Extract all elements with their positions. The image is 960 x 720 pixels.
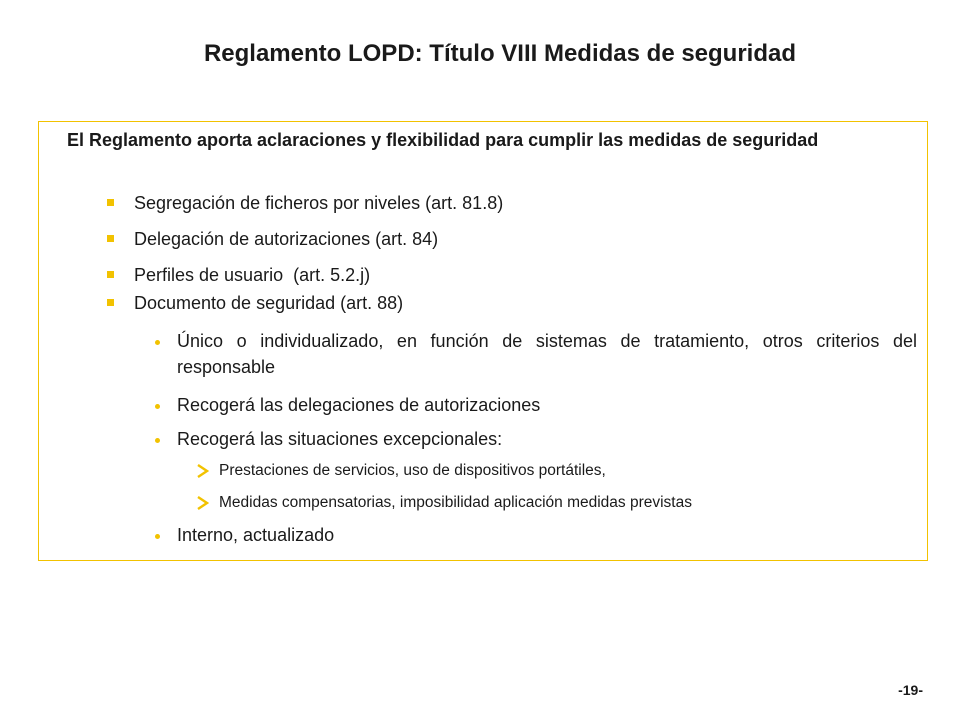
list-item [177, 426, 917, 452]
list-item [134, 262, 914, 288]
list-item [219, 490, 919, 516]
dot-bullet-icon [155, 534, 160, 539]
arrow-bullet-icon [196, 464, 209, 478]
list-item [177, 392, 917, 418]
square-bullet-icon [107, 199, 114, 206]
list-item-label: Perfiles de usuario (art. 5.2.j) [134, 265, 371, 285]
dot-bullet-icon [155, 340, 160, 345]
list-item-label: Prestaciones de servicios, uso de dispositivos portátiles, [219, 462, 606, 479]
intro-text: El Reglamento aporta aclaraciones y flexibilidad para cumplir las medidas de seguridad [67, 130, 819, 150]
list-item [177, 522, 917, 548]
list-item [134, 290, 914, 316]
list-item-label: Medidas compensatorias, imposibilidad aplicación medidas previstas [219, 494, 692, 511]
slide-title: Reglamento LOPD: Título VIII Medidas de seguridad [203, 40, 797, 67]
square-bullet-icon [107, 271, 114, 278]
list-item [134, 226, 914, 252]
list-item [134, 190, 914, 216]
list-item-label: Segregación de ficheros por niveles (art. 81.8) [134, 193, 504, 213]
dot-bullet-icon [155, 404, 160, 409]
list-item-label: Interno, actualizado [177, 525, 335, 545]
list-item [219, 458, 919, 484]
dot-bullet-icon [155, 438, 160, 443]
square-bullet-icon [107, 235, 114, 242]
arrow-bullet-icon [196, 496, 209, 510]
page-number: -19- [898, 682, 923, 698]
list-item-label: Documento de seguridad (art. 88) [134, 293, 404, 313]
list-item-label: Recogerá las situaciones excepcionales: [177, 429, 503, 449]
list-item-label: Delegación de autorizaciones (art. 84) [134, 229, 439, 249]
square-bullet-icon [107, 299, 114, 306]
list-item [177, 328, 917, 380]
list-item-label: Único o individualizado, en función de sistemas de tratamiento, otros criterios del responsable [177, 331, 917, 377]
list-item-label: Recogerá las delegaciones de autorizaciones [177, 395, 541, 415]
